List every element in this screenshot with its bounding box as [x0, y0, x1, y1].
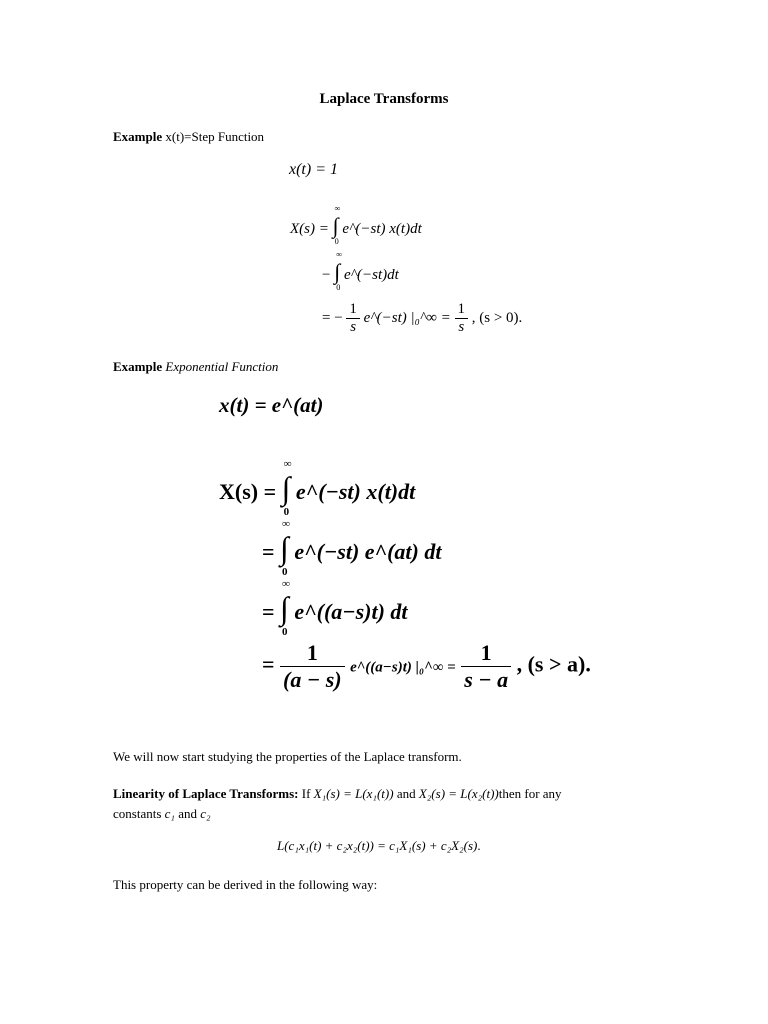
example-1-label: Example [113, 129, 163, 144]
linearity-line-1: Linearity of Laplace Transforms: If X₁(s) = L(x₁(t)) and X₂(s) = L(x₂(t))then for any [113, 786, 562, 801]
example-1-heading [113, 129, 264, 145]
example-2-x-definition: x(t) = e^(at) [219, 393, 324, 417]
example-2-line-4: = $\frac{1}{(a - s)}$ e^((a−s)t) |₀^∞ = $\frac{1}{s - a}$ , (s > a). [262, 640, 591, 692]
example-2-text: Exponential Function [165, 359, 279, 374]
integral-sign: ∞ ∫ 0 [280, 518, 290, 578]
example-2-label: Example [113, 359, 163, 374]
example-1-line-1 [290, 204, 422, 246]
properties-intro: We will now start studying the properties of the Laplace transform. [113, 749, 462, 764]
example-2-line-3: = ∞ ∫ 0 e^((a−s)t) dt [262, 578, 408, 638]
example-2-line-1: X(s) = ∞ ∫ 0 e^(−st) x(t)dt [219, 458, 416, 518]
example-2-line-2: = ∞ ∫ 0 e^(−st) e^(at) dt [262, 518, 442, 578]
example-1-integrand-2: e^(−st)dt [344, 267, 399, 283]
example-1-x-definition: x(t) = 1 [289, 161, 338, 178]
example-1-text: x(t)=Step Function [165, 129, 265, 144]
example-1-integrand-1: e^(−st) x(t)dt [342, 221, 422, 237]
page-title: Laplace Transforms [319, 91, 449, 107]
integral-sign: ∞ ∫ 0 [280, 578, 290, 638]
linearity-label: Linearity of Laplace Transforms: [113, 786, 299, 801]
derivation-intro: This property can be derived in the following way: [113, 877, 378, 892]
integral-sign: ∞ ∫ 0 [281, 458, 292, 518]
example-1-lhs: X(s) = [290, 221, 329, 237]
linearity-formula: L(c₁x₁(t) + c₂x₂(t)) = c₁X₁(s) + c₂X₂(s). [277, 838, 481, 853]
integral-sign: ∞ ∫ 0 [334, 250, 343, 292]
linearity-line-2: constants c₁ and c₂ [113, 806, 211, 821]
example-1-line-3: = − $\frac{1}{s}$ e^(−st) |₀^∞ = $\frac{1}{s}$ , (s > 0). [322, 301, 523, 335]
example-2-heading [113, 359, 278, 375]
example-1-line-2: − ∞ ∫ 0 e^(−st)dt [322, 250, 399, 292]
integral-sign: ∞ ∫ 0 [332, 204, 341, 246]
